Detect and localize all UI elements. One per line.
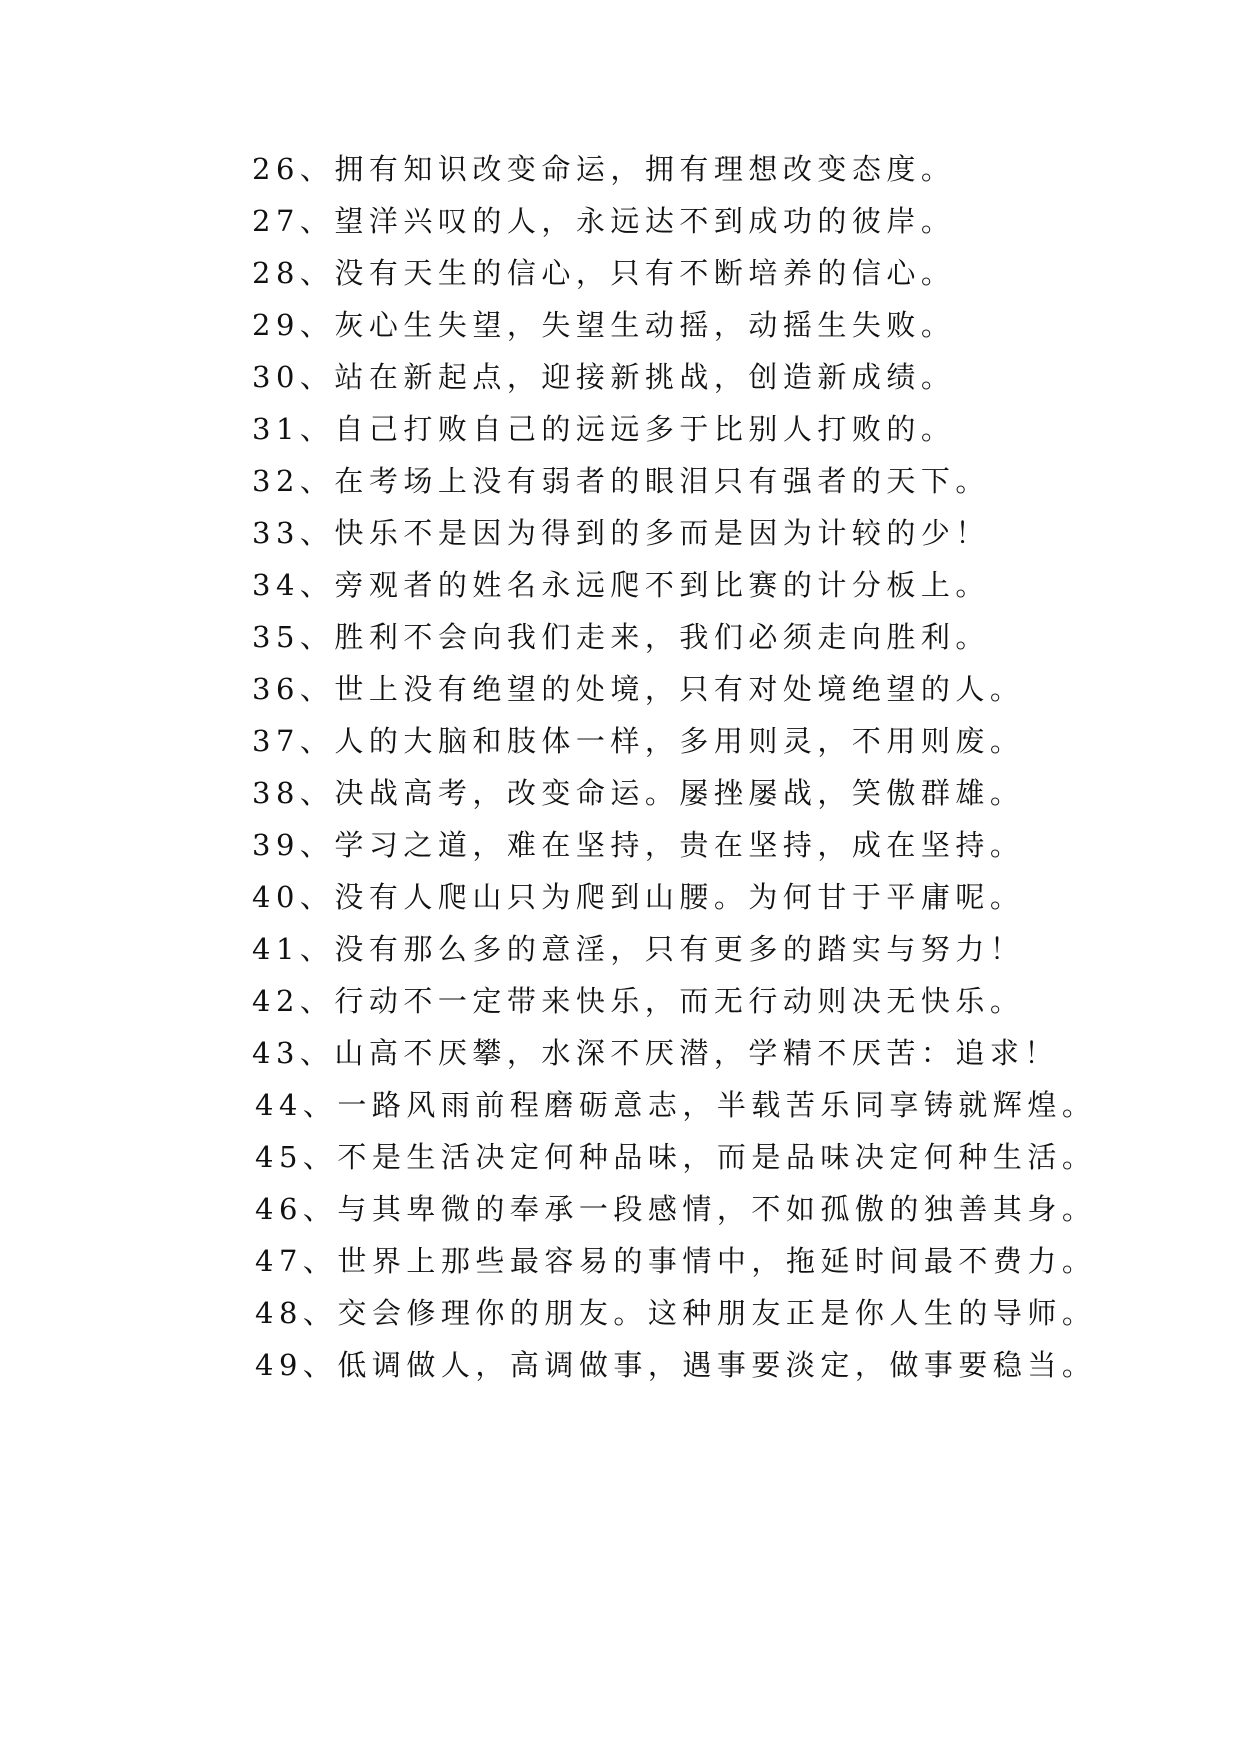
quote-line: 44、一路风雨前程磨砺意志，半载苦乐同享铸就辉煌。	[255, 1088, 1097, 1122]
quote-line: 45、不是生活决定何种品味，而是品味决定何种生活。	[255, 1140, 1097, 1174]
quote-line: 42、行动不一定带来快乐，而无行动则决无快乐。	[252, 984, 1025, 1018]
quote-line: 37、人的大脑和肢体一样，多用则灵，不用则废。	[252, 724, 1025, 758]
quote-line: 40、没有人爬山只为爬到山腰。为何甘于平庸呢。	[252, 880, 1025, 914]
quote-line: 29、灰心生失望，失望生动摇，动摇生失败。	[252, 308, 956, 342]
quote-line: 34、旁观者的姓名永远爬不到比赛的计分板上。	[252, 568, 990, 602]
quote-line: 32、在考场上没有弱者的眼泪只有强者的天下。	[252, 464, 990, 498]
quote-line: 43、山高不厌攀，水深不厌潜，学精不厌苦：追求！	[252, 1036, 1059, 1070]
quote-line: 38、决战高考，改变命运。屡挫屡战，笑傲群雄。	[252, 776, 1025, 810]
quote-line: 30、站在新起点，迎接新挑战，创造新成绩。	[252, 360, 956, 394]
quote-line: 49、低调做人，高调做事，遇事要淡定，做事要稳当。	[255, 1348, 1097, 1382]
quote-line: 41、没有那么多的意淫，只有更多的踏实与努力！	[252, 932, 1025, 966]
quote-line: 35、胜利不会向我们走来，我们必须走向胜利。	[252, 620, 990, 654]
quote-line: 48、交会修理你的朋友。这种朋友正是你人生的导师。	[255, 1296, 1097, 1330]
quote-line: 26、拥有知识改变命运，拥有理想改变态度。	[252, 152, 956, 186]
quote-line: 31、自己打败自己的远远多于比别人打败的。	[252, 412, 956, 446]
quote-line: 36、世上没有绝望的处境，只有对处境绝望的人。	[252, 672, 1025, 706]
quote-line: 39、学习之道，难在坚持，贵在坚持，成在坚持。	[252, 828, 1025, 862]
quote-line: 28、没有天生的信心，只有不断培养的信心。	[252, 256, 956, 290]
quote-line: 46、与其卑微的奉承一段感情，不如孤傲的独善其身。	[255, 1192, 1097, 1226]
quote-line: 47、世界上那些最容易的事情中，拖延时间最不费力。	[255, 1244, 1097, 1278]
quote-line: 27、望洋兴叹的人，永远达不到成功的彼岸。	[252, 204, 956, 238]
quote-line: 33、快乐不是因为得到的多而是因为计较的少！	[252, 516, 990, 550]
